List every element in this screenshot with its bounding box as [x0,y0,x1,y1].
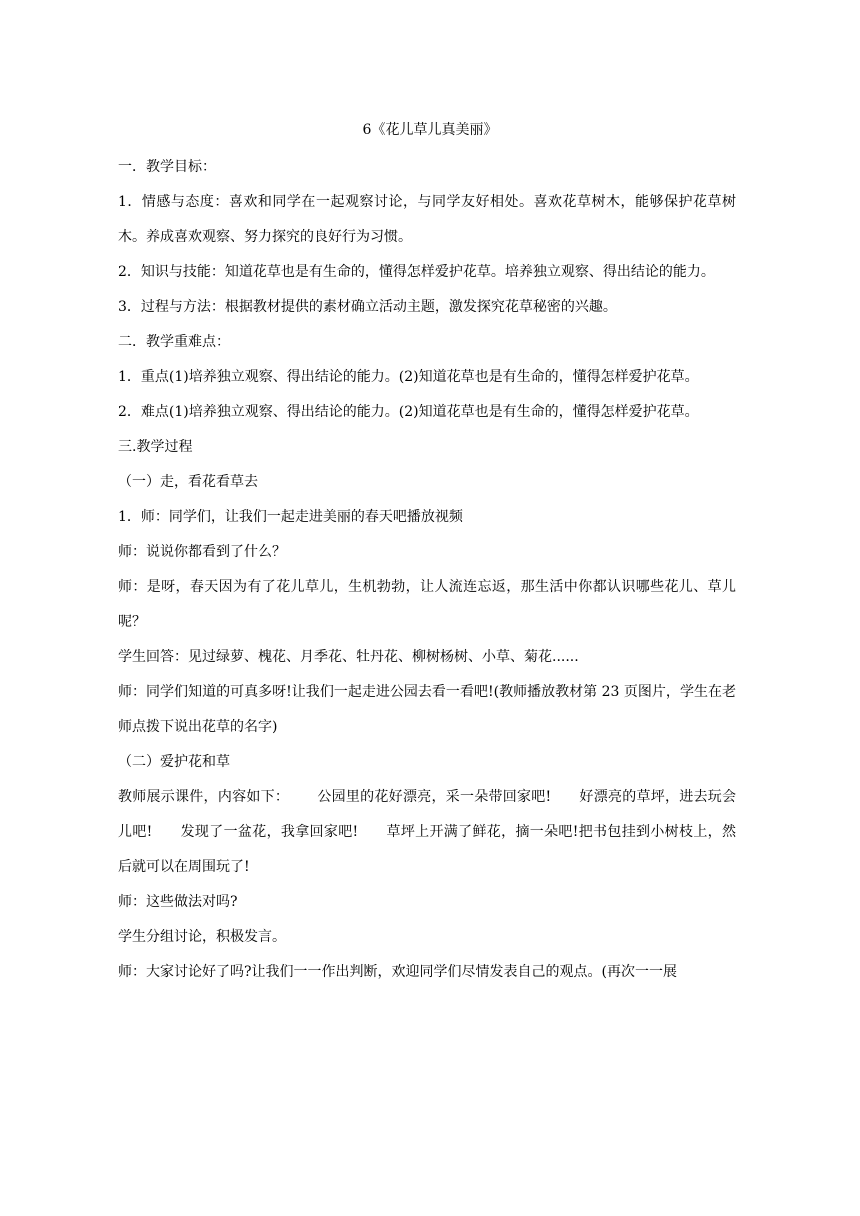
paragraph: 2．知识与技能：知道花草也是有生命的，懂得怎样爱护花草。培养独立观察、得出结论的能力。 [118,264,715,280]
paragraph: 1．情感与态度：喜欢和同学在一起观察讨论，与同学友好相处。喜欢花草树木，能够保护花草树木。养成喜欢观察、努力探究的良好行为习惯。 [118,194,736,245]
courseware-item: 发现了一盆花，我拿回家吧! [180,824,359,840]
paragraph: 1．师：同学们，让我们一起走进美丽的春天吧播放视频 [118,509,463,525]
courseware-intro: 教师展示课件，内容如下： [118,789,290,805]
paragraph: 师：说说你都看到了什么？ [118,544,286,560]
courseware-item: 草坪上开满了鲜花，摘一朵吧!把书包挂到小树枝上，然后就可以在周围玩了! [118,824,736,875]
paragraph: 学生回答：见过绿萝、槐花、月季花、牡丹花、柳树杨树、小草、菊花...... [118,649,579,665]
paragraph: 1．重点(1)培养独立观察、得出结论的能力。(2)知道花草也是有生命的，懂得怎样爱护花草。 [118,369,699,385]
paragraph: 学生分组讨论，积极发言。 [118,929,286,945]
subsection-heading: （二）爱护花和草 [118,754,230,770]
courseware-paragraph [118,780,736,885]
paragraph: 师：同学们知道的可真多呀!让我们一起走进公园去看一看吧!(教师播放教材第 23 页图片，学生在老师点拨下说出花草的名字) [118,684,736,735]
section-heading-objectives: 一．教学目标： [118,159,216,175]
paragraph: 2．难点(1)培养独立观察、得出结论的能力。(2)知道花草也是有生命的，懂得怎样爱护花草。 [118,404,699,420]
paragraph: 师：是呀，春天因为有了花儿草儿，生机勃勃，让人流连忘返，那生活中你都认识哪些花儿、草儿呢？ [118,579,736,630]
courseware-item: 公园里的花好漂亮，采一朵带回家吧! [317,789,552,805]
courseware-item: 好漂亮的草坪，进去玩会儿吧! [118,789,737,840]
paragraph: 师：这些做法对吗? [118,894,238,910]
section-heading-process: 三.教学过程 [118,439,193,455]
document-body [118,150,736,990]
paragraph: 3．过程与方法：根据教材提供的素材确立活动主题，激发探究花草秘密的兴趣。 [118,299,617,315]
paragraph: 师：大家讨论好了吗?让我们一一作出判断，欢迎同学们尽情发表自己的观点。(再次一一展 [118,964,677,980]
subsection-heading: （一）走，看花看草去 [118,474,258,490]
document-title: 6《花儿草儿真美丽》 [362,122,498,138]
section-heading-key-points: 二．教学重难点： [118,334,230,350]
